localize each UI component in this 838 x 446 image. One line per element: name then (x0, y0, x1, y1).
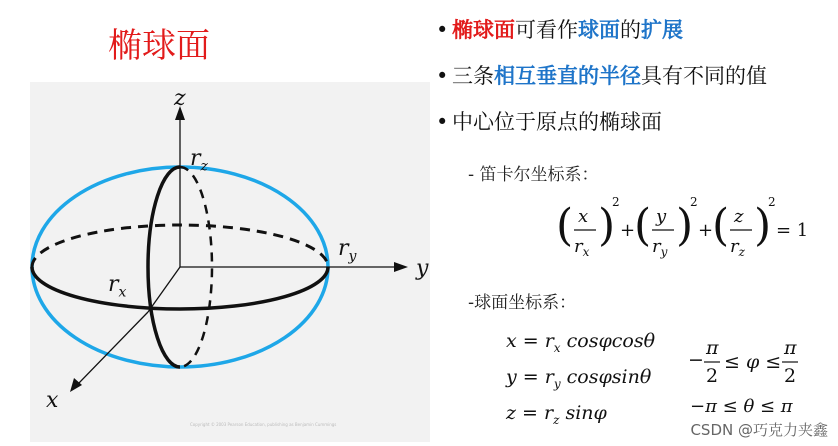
equation-z: $z = r_z$ sinφ (506, 402, 607, 427)
x-axis-label: x (46, 388, 59, 413)
svg-text:−: − (688, 349, 704, 371)
bullet-text: 相互垂直的半径 (494, 64, 641, 88)
equals-one: = 1 (776, 220, 809, 241)
theta-range: −π ≤ θ ≤ π (690, 396, 793, 417)
bullet-text: 的 (620, 18, 641, 42)
term-den: $r_y$ (652, 236, 668, 259)
bullet-item-1 (436, 18, 836, 64)
bullet-dot: • (436, 64, 449, 88)
svg-text:≤ φ ≤: ≤ φ ≤ (724, 351, 782, 373)
term-num: y (656, 206, 667, 227)
ry-label: $r_y$ (338, 236, 357, 265)
page-title: 椭球面 (108, 26, 210, 66)
ellipsoid-diagram (30, 82, 430, 442)
bullet-dot: • (436, 18, 449, 42)
bullet-list (436, 18, 836, 156)
bullet-text: 扩展 (641, 18, 683, 42)
equation-x: $x = r_x$ cosφcosθ (506, 330, 656, 355)
z-axis-label: z (174, 86, 186, 111)
paren-open: ( (712, 200, 730, 251)
bullet-dot: • (436, 110, 449, 134)
term-den: $r_x$ (574, 236, 590, 259)
paren-close: ) (676, 200, 694, 251)
term-exp: 2 (690, 195, 698, 209)
bullet-text: 中心位于原点的椭球面 (452, 110, 662, 134)
bullet-text: 三条 (452, 64, 494, 88)
ellipsoid-figure (30, 82, 430, 442)
svg-text:π: π (706, 337, 719, 359)
plus-sign: + (620, 220, 636, 241)
equation-y: $y = r_y$ cosφsinθ (506, 366, 652, 391)
term-num: z (734, 206, 744, 227)
plus-sign: + (698, 220, 714, 241)
y-axis-label: y (416, 256, 429, 281)
paren-close: ) (754, 200, 772, 251)
paren-close: ) (598, 200, 616, 251)
term-exp: 2 (612, 195, 620, 209)
term-exp: 2 (768, 195, 776, 209)
bullet-text: 椭球面 (452, 18, 515, 42)
cartesian-label: - 笛卡尔坐标系： (468, 165, 599, 185)
meridian-front (148, 167, 180, 367)
paren-open: ( (634, 200, 652, 251)
term-num: x (578, 206, 589, 227)
equator-front (32, 267, 328, 309)
spherical-label: -球面坐标系： (468, 293, 577, 313)
x-axis-arrow (70, 378, 82, 392)
svg-text:2: 2 (784, 365, 797, 387)
watermark: CSDN @巧克力夹鑫 (690, 421, 828, 439)
x-axis (78, 312, 148, 384)
y-axis-arrow (394, 262, 408, 272)
phi-range (688, 336, 818, 396)
bullet-text: 球面 (578, 18, 620, 42)
cartesian-equation (556, 192, 836, 272)
rx-label: $r_x$ (108, 272, 127, 301)
bullet-text: 具有不同的值 (641, 64, 767, 88)
paren-open: ( (556, 200, 574, 251)
figure-copyright: Copyright © 2003 Pearson Education, publishing as Benjamin Cummings (190, 422, 337, 427)
svg-text:2: 2 (706, 365, 719, 387)
svg-text:π: π (784, 337, 797, 359)
term-den: $r_z$ (730, 236, 745, 259)
bullet-item-3 (436, 110, 836, 156)
bullet-text: 可看作 (515, 18, 578, 42)
bullet-item-2 (436, 64, 836, 110)
rz-label: $r_z$ (190, 146, 208, 175)
